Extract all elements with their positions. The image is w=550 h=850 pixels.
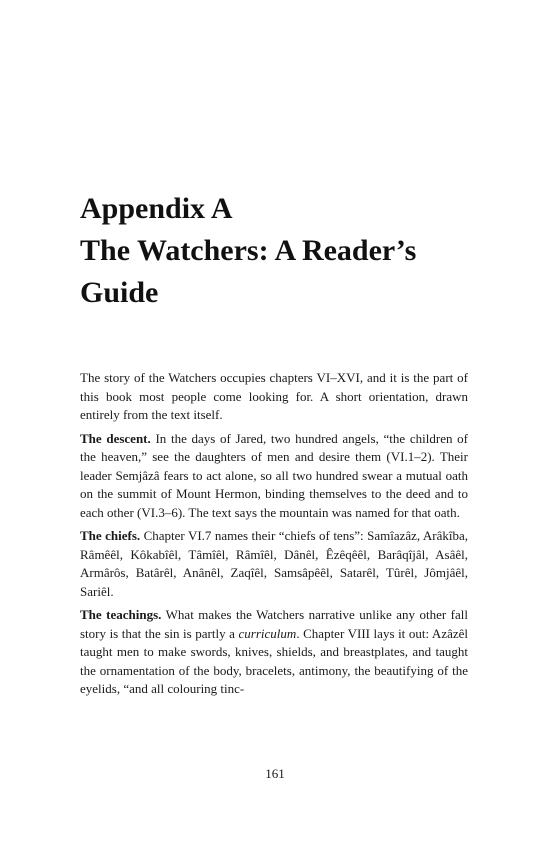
heading-line-1: Appendix A <box>80 192 233 225</box>
paragraph-text: The story of the Watchers occupies chapters VI–XVI, and it is the part of this book most people come looking for. A short orientation, drawn entirely from the text itself. <box>80 370 468 422</box>
page-number: 161 <box>265 766 285 781</box>
emphasis-text: curriculum <box>238 625 297 641</box>
chapter-heading <box>80 188 480 314</box>
paragraph-intro <box>80 369 468 425</box>
paragraph-text: . Chapter VIII lays it out: Azâzêl taught men to make swords, knives, shields, and breastplates, and taught the ornamentation of the body, bracelets, antimony, the beautifying of the eyelids, “and all colouring tinc- <box>80 625 469 696</box>
paragraph-descent <box>80 430 468 523</box>
body-text <box>80 369 468 704</box>
paragraph-teachings <box>80 606 468 699</box>
paragraph-text: In the days of Jared, two hundred angels, “the children of the heaven,” see the daughters of men and desire them (VI.1–2). Their leader Semjâzâ fears to act alone, so all two hundred swear a mutual oath on the summit of Mount Hermon, binding themselves to the deed and to each other (VI.3–6). The text says the mountain was named for that oath. <box>80 430 468 520</box>
heading-line-3: Guide <box>80 276 159 309</box>
paragraph-text: Chapter VI.7 names their “chiefs of tens”: Samîazâz, Arâkîba, Râmêêl, Kôkabîêl, Tâmîêl, Râmîêl, Dânêl, Êzêqêêl, Barâqîjâl, Asâêl, Armârôs, Batârêl, Anânêl, Zaqîêl, Samsâpêêl, Satarêl, Tûrêl, Jômjâêl, Sariêl. <box>80 528 468 599</box>
paragraph-chiefs <box>80 527 468 601</box>
run-in-heading: The teachings. <box>80 607 162 622</box>
run-in-heading: The descent. <box>80 430 151 446</box>
paragraph-text: What makes the Watchers narrative unlike any other fall story is that the sin is partly a <box>80 607 469 641</box>
run-in-heading: The chiefs. <box>80 528 141 543</box>
heading-line-2: The Watchers: A Reader’s <box>80 234 417 267</box>
